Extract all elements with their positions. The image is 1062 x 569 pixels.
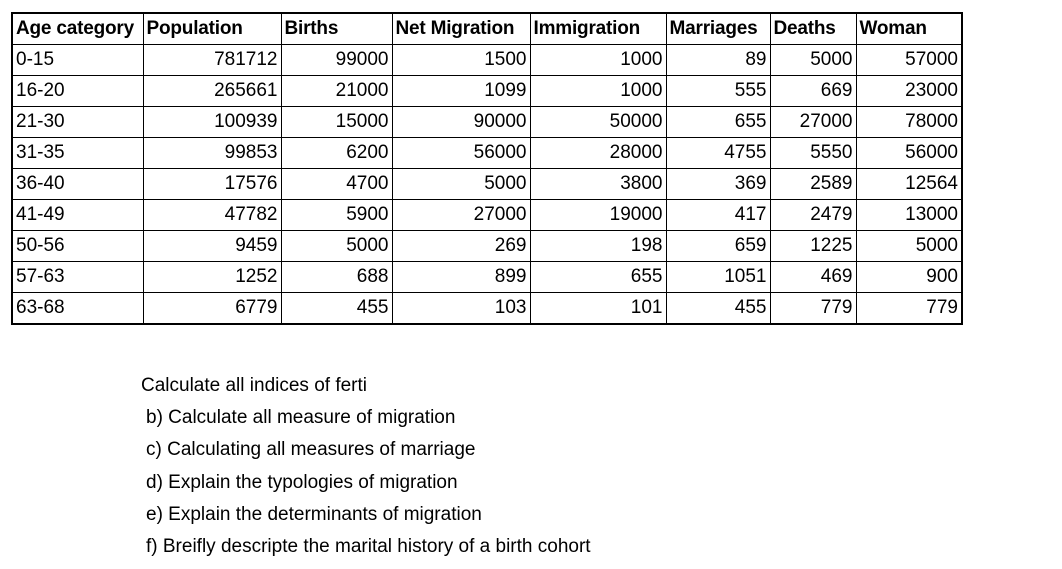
cell-marriages: 655 [666,107,770,138]
cell-immigration: 655 [530,262,666,293]
question-marital-history: f) Breifly descripte the marital history of a birth cohort [146,536,591,558]
cell-marriages: 455 [666,293,770,325]
cell-immigration: 50000 [530,107,666,138]
cell-age-category: 50-56 [12,231,143,262]
cell-births: 15000 [281,107,392,138]
cell-births: 99000 [281,45,392,76]
table-row [12,169,962,200]
header-age-category: Age category [12,13,143,45]
data-table [11,12,963,325]
cell-deaths: 5550 [770,138,856,169]
question-list [141,370,591,563]
cell-immigration: 1000 [530,76,666,107]
question-migration-typologies: d) Explain the typologies of migration [146,471,458,493]
cell-immigration: 19000 [530,200,666,231]
cell-age-category: 63-68 [12,293,143,325]
cell-deaths: 2589 [770,169,856,200]
question-migration-measures: b) Calculate all measure of migration [146,407,456,429]
cell-deaths: 779 [770,293,856,325]
cell-woman: 23000 [856,76,962,107]
header-marriages: Marriages [666,13,770,45]
cell-marriages: 4755 [666,138,770,169]
table-row [12,107,962,138]
cell-woman: 13000 [856,200,962,231]
cell-immigration: 28000 [530,138,666,169]
cell-population: 781712 [143,45,281,76]
cell-births: 4700 [281,169,392,200]
cell-marriages: 89 [666,45,770,76]
header-net-migration: Net Migration [392,13,530,45]
cell-immigration: 198 [530,231,666,262]
cell-net-migration: 103 [392,293,530,325]
cell-births: 688 [281,262,392,293]
table-row [12,45,962,76]
cell-population: 265661 [143,76,281,107]
cell-deaths: 5000 [770,45,856,76]
cell-net-migration: 27000 [392,200,530,231]
cell-population: 1252 [143,262,281,293]
cell-marriages: 1051 [666,262,770,293]
cell-net-migration: 90000 [392,107,530,138]
cell-population: 17576 [143,169,281,200]
cell-woman: 12564 [856,169,962,200]
cell-woman: 5000 [856,231,962,262]
cell-population: 47782 [143,200,281,231]
cell-marriages: 555 [666,76,770,107]
table-row [12,200,962,231]
cell-births: 6200 [281,138,392,169]
cell-woman: 57000 [856,45,962,76]
header-woman: Woman [856,13,962,45]
cell-deaths: 669 [770,76,856,107]
cell-population: 9459 [143,231,281,262]
cell-age-category: 16-20 [12,76,143,107]
cell-births: 5900 [281,200,392,231]
cell-net-migration: 899 [392,262,530,293]
cell-immigration: 101 [530,293,666,325]
table-row [12,231,962,262]
cell-woman: 56000 [856,138,962,169]
cell-net-migration: 5000 [392,169,530,200]
table-row [12,262,962,293]
header-births: Births [281,13,392,45]
question-migration-determinants: e) Explain the determinants of migration [146,503,482,525]
cell-marriages: 659 [666,231,770,262]
cell-net-migration: 269 [392,231,530,262]
header-immigration: Immigration [530,13,666,45]
table-row [12,76,962,107]
header-row [12,13,962,45]
cell-net-migration: 1099 [392,76,530,107]
header-deaths: Deaths [770,13,856,45]
cell-age-category: 21-30 [12,107,143,138]
cell-population: 100939 [143,107,281,138]
question-marriage-measures: c) Calculating all measures of marriage [146,439,476,461]
cell-age-category: 0-15 [12,45,143,76]
cell-age-category: 36-40 [12,169,143,200]
cell-deaths: 27000 [770,107,856,138]
header-population: Population [143,13,281,45]
cell-marriages: 417 [666,200,770,231]
cell-age-category: 31-35 [12,138,143,169]
cell-immigration: 1000 [530,45,666,76]
cell-woman: 779 [856,293,962,325]
cell-age-category: 41-49 [12,200,143,231]
cell-deaths: 469 [770,262,856,293]
cell-population: 6779 [143,293,281,325]
cell-age-category: 57-63 [12,262,143,293]
cell-births: 455 [281,293,392,325]
cell-population: 99853 [143,138,281,169]
cell-woman: 900 [856,262,962,293]
cell-births: 21000 [281,76,392,107]
cell-marriages: 369 [666,169,770,200]
cell-immigration: 3800 [530,169,666,200]
cell-deaths: 1225 [770,231,856,262]
cell-net-migration: 56000 [392,138,530,169]
cell-births: 5000 [281,231,392,262]
question-fertility: Calculate all indices of ferti [141,375,367,396]
cell-woman: 78000 [856,107,962,138]
cell-net-migration: 1500 [392,45,530,76]
table-row [12,293,962,325]
table-row [12,138,962,169]
cell-deaths: 2479 [770,200,856,231]
